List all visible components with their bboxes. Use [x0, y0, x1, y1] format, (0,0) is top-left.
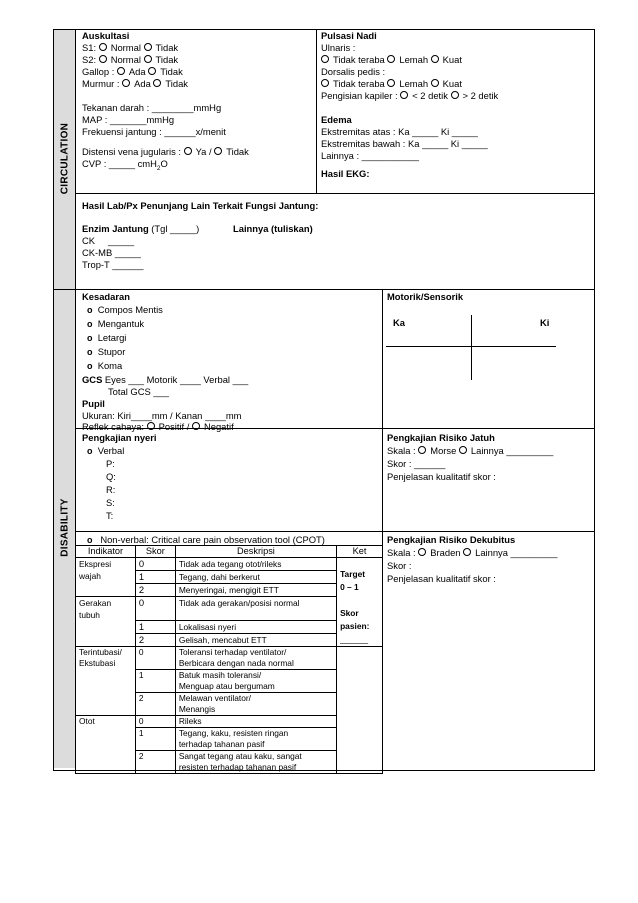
- nyeri-verbal: o Verbal: [87, 445, 125, 456]
- edema-lainnya: Lainnya : ___________: [321, 150, 420, 161]
- motorik-vline: [471, 315, 472, 380]
- disability-label: DISABILITY: [59, 498, 71, 557]
- trop-t: Trop-T ______: [82, 259, 144, 270]
- cpot-deskripsi: Tidak ada gerakan/posisi normal: [175, 597, 336, 621]
- edema-title: Edema: [321, 114, 352, 125]
- pengisian-kapiler: Pengisian kapiler : < 2 detik > 2 detik: [321, 90, 499, 101]
- cpot-skor: 0: [135, 647, 175, 670]
- cpot-indikator: Otot: [76, 716, 136, 774]
- cpot-deskripsi: Tidak ada tegang otot/rileks: [175, 558, 336, 571]
- nyeri-s: S:: [106, 497, 115, 508]
- dekubitus-penjelasan: Penjelasan kualitatif skor :: [387, 573, 496, 584]
- tekanan-darah: Tekanan darah : ________mmHg: [82, 102, 222, 113]
- cpot-deskripsi: Lokalisasi nyeri: [175, 621, 336, 634]
- murmur-row: Murmur : Ada Tidak: [82, 78, 188, 89]
- pupil-title: Pupil: [82, 398, 105, 409]
- dekubitus-skala: Skala : Braden Lainnya _________: [387, 547, 558, 558]
- cpot-deskripsi: Tegang, dahi berkerut: [175, 571, 336, 584]
- cpot-indikator: Terintubasi/ Ekstubasi: [76, 647, 136, 716]
- frekuensi-jantung: Frekuensi jantung : ______x/menit: [82, 126, 226, 137]
- pulsasi-title: Pulsasi Nadi: [321, 30, 377, 41]
- cpot-header: Ket: [337, 546, 383, 558]
- auskultasi-title: Auskultasi: [82, 30, 130, 41]
- radio-icon[interactable]: [387, 79, 395, 87]
- radio-icon[interactable]: [431, 79, 439, 87]
- radio-icon[interactable]: [400, 91, 408, 99]
- dekubitus-skor: Skor :: [387, 560, 412, 571]
- dorsalis-label: Dorsalis pedis :: [321, 66, 386, 77]
- nyeri-r: R:: [106, 484, 116, 495]
- hasil-ekg: Hasil EKG:: [321, 168, 370, 179]
- enzim-jantung: Enzim Jantung (Tgl _____): [82, 223, 200, 234]
- kesadaran-option: o Mengantuk: [87, 318, 145, 329]
- cpot-skor: 1: [135, 571, 175, 584]
- table-row: [76, 647, 383, 670]
- map: MAP : _______mmHg: [82, 114, 175, 125]
- radio-icon[interactable]: [147, 422, 155, 430]
- radio-icon[interactable]: [321, 79, 329, 87]
- cpot-skor: 0: [135, 558, 175, 571]
- cpot-ket-empty: [337, 647, 383, 774]
- cpot-deskripsi: Rileks: [175, 716, 336, 728]
- nyeri-q: Q:: [106, 471, 116, 482]
- cpot-indikator: Ekspresi wajah: [76, 558, 136, 597]
- radio-icon[interactable]: [451, 91, 459, 99]
- ck: CK _____: [82, 235, 135, 246]
- nyeri-p: P:: [106, 458, 115, 469]
- kesadaran-option: o Compos Mentis: [87, 304, 163, 315]
- kesadaran-title: Kesadaran: [82, 291, 130, 302]
- radio-icon[interactable]: [99, 55, 107, 63]
- radio-icon[interactable]: [459, 446, 467, 454]
- cpot-header: Deskripsi: [175, 546, 336, 558]
- radio-icon[interactable]: [418, 548, 426, 556]
- table-row: [76, 716, 383, 728]
- cpot-skor: 2: [135, 751, 175, 774]
- cpot-skor: 1: [135, 670, 175, 693]
- cpot-header: Skor: [135, 546, 175, 558]
- ekstremitas-atas: Ekstremitas atas : Ka _____ Ki _____: [321, 126, 478, 137]
- cpot-deskripsi: Menyeringai, mengigit ETT: [175, 584, 336, 597]
- radio-icon[interactable]: [117, 67, 125, 75]
- cpot-skor: 2: [135, 634, 175, 647]
- radio-icon[interactable]: [463, 548, 471, 556]
- cpot-table: [75, 545, 383, 774]
- cpot-deskripsi: Tegang, kaku, resisten ringan terhadap tahanan pasif: [175, 728, 336, 751]
- s2-row: S2: Normal Tidak: [82, 54, 179, 65]
- ekstremitas-bawah: Ekstremitas bawah : Ka _____ Ki _____: [321, 138, 488, 149]
- cpot-skor: 0: [135, 716, 175, 728]
- cvp: CVP : _____ cmH$_2$O: [82, 158, 168, 172]
- kesadaran-option: o Stupor: [87, 346, 126, 357]
- ulnaris-label: Ulnaris :: [321, 42, 356, 53]
- cpot-header: Indikator: [76, 546, 136, 558]
- cpot-skor: 1: [135, 728, 175, 751]
- cpot-indikator: Gerakan tubuh: [76, 597, 136, 647]
- radio-icon[interactable]: [122, 79, 130, 87]
- radio-icon[interactable]: [184, 147, 192, 155]
- cpot-skor: 0: [135, 597, 175, 621]
- jatuh-title: Pengkajian Risiko Jatuh: [387, 432, 495, 443]
- cpot-ket: Target 0 – 1 Skor pasien: ______: [337, 558, 383, 647]
- dorsalis-options: Tidak teraba Lemah Kuat: [321, 78, 462, 90]
- cpot-skor: 2: [135, 584, 175, 597]
- motorik-ki: Ki: [540, 317, 550, 328]
- radio-icon[interactable]: [431, 55, 439, 63]
- radio-icon[interactable]: [144, 43, 152, 51]
- radio-icon[interactable]: [192, 422, 200, 430]
- cpot-intro: o Non-verbal: Critical care pain observation tool (CPOT): [87, 534, 325, 545]
- nyeri-divider: [75, 531, 594, 532]
- circulation-col-divider: [316, 29, 317, 193]
- lab-lainnya: Lainnya (tuliskan): [233, 223, 313, 234]
- motorik-title: Motorik/Sensorik: [387, 291, 464, 302]
- radio-icon[interactable]: [214, 147, 222, 155]
- kesadaran-option: o Letargi: [87, 332, 127, 343]
- section-divider: [53, 289, 594, 290]
- cpot-deskripsi: Batuk masih toleransi/ Menguap atau bergumam: [175, 670, 336, 693]
- cpot-deskripsi: Sangat tegang atau kaku, sangat resisten terhadap tahanan pasif: [175, 751, 336, 774]
- radio-icon[interactable]: [418, 446, 426, 454]
- table-row: [76, 558, 383, 571]
- ulnaris-options: Tidak teraba Lemah Kuat: [321, 54, 462, 66]
- s1-row: S1: Normal Tidak: [82, 42, 179, 53]
- cpot-skor: 2: [135, 693, 175, 716]
- dekubitus-title: Pengkajian Risiko Dekubitus: [387, 534, 516, 545]
- distensi-row: Distensi vena jugularis : Ya / Tidak: [82, 146, 249, 157]
- pupil-ukuran: Ukuran: Kiri____mm / Kanan ____mm: [82, 410, 242, 421]
- gallop-row: Gallop : Ada Tidak: [82, 66, 183, 77]
- kesadaran-option: o Koma: [87, 360, 123, 371]
- gcs-row: GCS Eyes ___ Motorik ____ Verbal ___: [82, 374, 249, 385]
- radio-icon[interactable]: [321, 55, 329, 63]
- radio-icon[interactable]: [99, 43, 107, 51]
- circulation-label: CIRCULATION: [59, 122, 71, 195]
- cpot-deskripsi: Melawan ventilator/ Menangis: [175, 693, 336, 716]
- jatuh-skala: Skala : Morse Lainnya _________: [387, 445, 554, 456]
- radio-icon[interactable]: [144, 55, 152, 63]
- cpot-skor: 1: [135, 621, 175, 634]
- radio-icon[interactable]: [153, 79, 161, 87]
- motorik-ka: Ka: [393, 317, 405, 328]
- radio-icon[interactable]: [387, 55, 395, 63]
- cpot-deskripsi: Toleransi terhadap ventilator/ Berbicara dengan nada normal: [175, 647, 336, 670]
- refleks-cahaya: Reflek cahaya: Positif / Negatif: [82, 421, 234, 432]
- jatuh-penjelasan: Penjelasan kualitatif skor :: [387, 471, 496, 482]
- lab-title: Hasil Lab/Px Penunjang Lain Terkait Fungsi Jantung:: [82, 200, 319, 211]
- table-row: [76, 597, 383, 621]
- cpot-deskripsi: Gelisah, mencabut ETT: [175, 634, 336, 647]
- total-gcs: Total GCS ___: [108, 386, 169, 397]
- jatuh-skor: Skor : ______: [387, 458, 446, 469]
- radio-icon[interactable]: [148, 67, 156, 75]
- ck-mb: CK-MB _____: [82, 247, 141, 258]
- lab-divider: [75, 193, 594, 194]
- nyeri-title: Pengkajian nyeri: [82, 432, 157, 443]
- nyeri-t: T:: [106, 510, 114, 521]
